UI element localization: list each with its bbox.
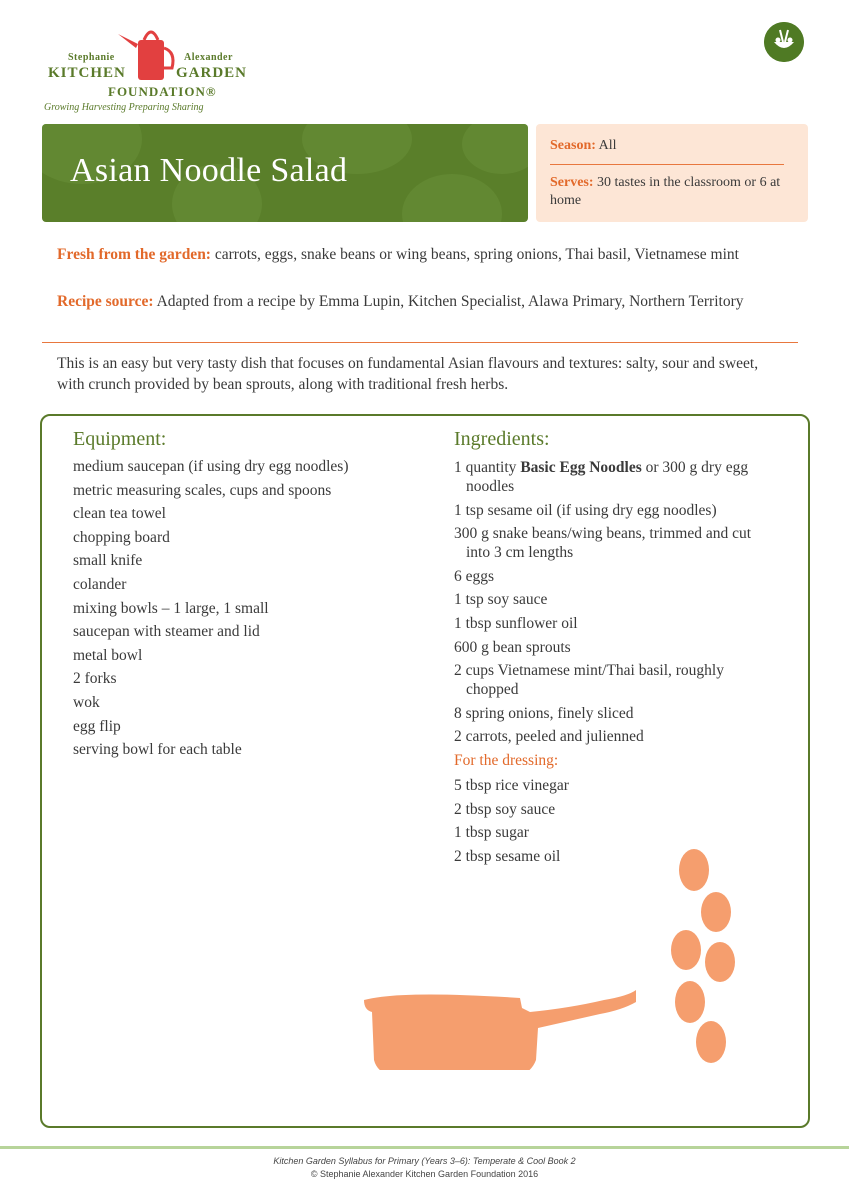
season-value: All [598, 138, 617, 153]
ingredient-item: 300 g snake beans/wing beans, trimmed and cut into 3 cm lengths [454, 525, 752, 562]
fresh-value: carrots, eggs, snake beans or wing beans, spring onions, Thai basil, Vietnamese mint [214, 246, 739, 263]
saucepan-icon [364, 990, 636, 1070]
logo-tagline: Growing Harvesting Preparing Sharing [44, 102, 204, 113]
ingredient-item: 2 carrots, peeled and julienned [454, 728, 644, 746]
logo-alexander: Alexander [184, 52, 233, 63]
page-title: Asian Noodle Salad [70, 152, 348, 189]
equipment-item: wok [73, 693, 100, 711]
basic-egg-noodles-ref: Basic Egg Noodles [520, 459, 642, 476]
ingredient-suffix: or 300 g dry egg noodles [466, 459, 749, 495]
info-divider [550, 164, 784, 165]
salad-bowl-icon [764, 22, 804, 62]
source-value: Adapted from a recipe by Emma Lupin, Kitchen Specialist, Alawa Primary, Northern Territory [156, 293, 744, 310]
footer-syllabus: Kitchen Garden Syllabus for Primary (Years 3–6): Temperate & Cool Book 2 [273, 1156, 576, 1166]
saucepan-eggs-illustration [360, 840, 760, 1070]
ingredient-item: 1 tsp sesame oil (if using dry egg noodles) [454, 501, 717, 519]
egg-icon [701, 892, 731, 932]
intro-paragraph: This is an easy but very tasty dish that focuses on fundamental Asian flavours and textures: salty, sour and sweet, with crunch provided by bean sprouts, along with traditional fresh herbs. [57, 355, 759, 393]
footer-rule [0, 1146, 849, 1149]
ingredient-item: 8 spring onions, finely sliced [454, 704, 634, 722]
section-divider [42, 342, 798, 343]
dressing-item: 1 tbsp sugar [454, 824, 529, 842]
egg-icon [671, 930, 701, 970]
equipment-list [73, 456, 433, 763]
ingredient-item: 1 tsp soy sauce [454, 591, 548, 609]
ingredient-item: 2 cups Vietnamese mint/Thai basil, roughly chopped [454, 662, 724, 699]
equipment-item: chopping board [73, 528, 170, 546]
logo-kitchen: KITCHEN [48, 65, 126, 81]
egg-icon [679, 849, 709, 891]
source-label: Recipe source: [57, 293, 154, 310]
season-label: Season: [550, 138, 596, 153]
serves-row [550, 174, 796, 210]
title-banner [42, 124, 528, 222]
dressing-item: 2 tbsp sesame oil [454, 847, 561, 865]
equipment-heading: Equipment: [73, 428, 167, 450]
egg-icon [705, 942, 735, 982]
banner-leaf-pattern [402, 174, 502, 222]
logo-foundation: FOUNDATION® [108, 84, 217, 99]
ingredients-heading: Ingredients: [454, 428, 550, 450]
ingredient-item: 600 g bean sprouts [454, 638, 571, 656]
ingredient-item: 1 tbsp sunflower oil [454, 614, 578, 632]
serves-label: Serves: [550, 175, 594, 190]
foundation-logo [44, 22, 264, 122]
egg-icon [675, 981, 705, 1023]
season-row [550, 138, 617, 154]
ingredient-item: 6 eggs [454, 567, 495, 585]
fresh-from-garden [57, 244, 777, 265]
dressing-item: 2 tbsp soy sauce [454, 800, 556, 818]
equipment-item: small knife [73, 552, 143, 570]
logo-stephanie: Stephanie [68, 52, 115, 63]
equipment-item: mixing bowls – 1 large, 1 small [73, 599, 269, 617]
logo-garden: GARDEN [176, 65, 248, 81]
equipment-item: medium saucepan (if using dry egg noodles) [73, 458, 349, 475]
ingredients-list [454, 458, 774, 751]
recipe-info-box [536, 124, 808, 222]
ingredient-item [454, 458, 774, 496]
egg-icon [696, 1021, 726, 1063]
equipment-item: metric measuring scales, cups and spoons [73, 481, 332, 499]
footer-copyright: © Stephanie Alexander Kitchen Garden Foundation 2016 [310, 1169, 539, 1179]
banner-leaf-pattern [462, 124, 528, 174]
equipment-item: metal bowl [73, 646, 143, 664]
equipment-item: saucepan with steamer and lid [73, 623, 260, 641]
recipe-source [57, 291, 777, 312]
fresh-label: Fresh from the garden: [57, 246, 211, 263]
dressing-item: 5 tbsp rice vinegar [454, 777, 569, 794]
equipment-item: egg flip [73, 717, 121, 735]
dressing-heading: For the dressing: [454, 752, 559, 769]
equipment-item: serving bowl for each table [73, 741, 242, 759]
equipment-item: colander [73, 575, 127, 593]
serves-value: 30 tastes in the classroom or 6 at home [550, 175, 781, 208]
equipment-item: clean tea towel [73, 505, 166, 523]
ingredient-prefix: 1 quantity [454, 459, 521, 476]
equipment-item: 2 forks [73, 670, 117, 688]
